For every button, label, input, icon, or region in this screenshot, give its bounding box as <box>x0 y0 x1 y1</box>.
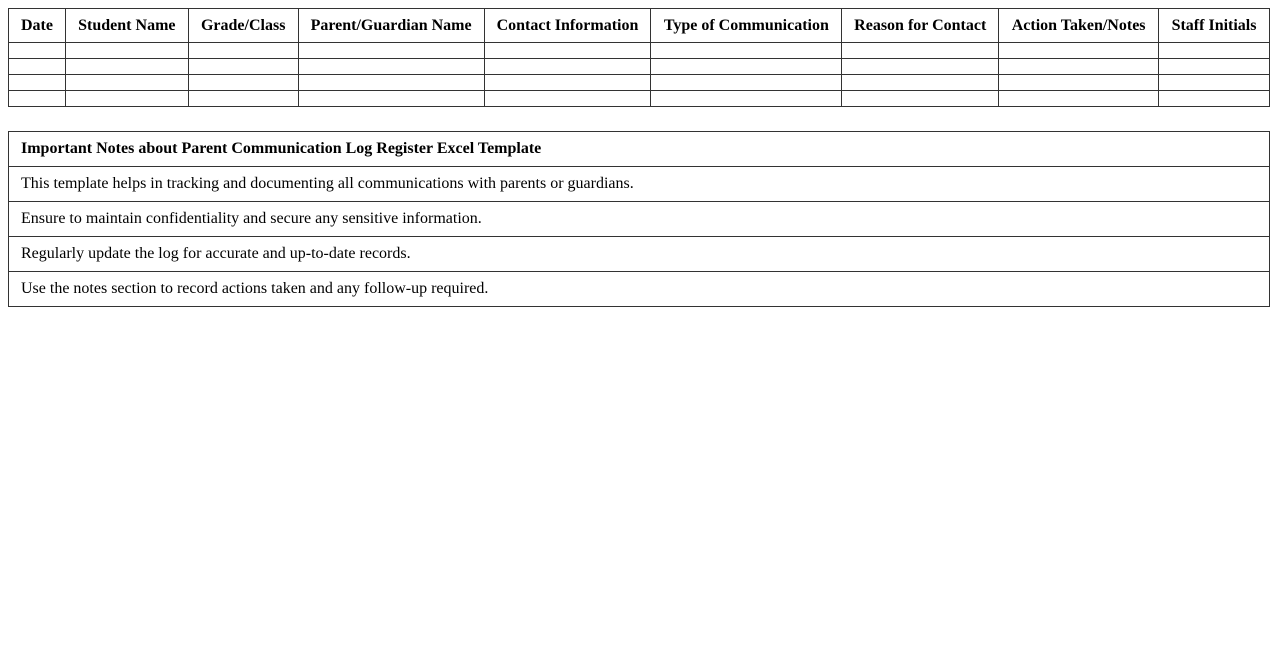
table-row <box>9 43 1270 59</box>
table-cell[interactable] <box>484 43 651 59</box>
table-cell[interactable] <box>1159 91 1270 107</box>
table-row <box>9 91 1270 107</box>
note-text: Use the notes section to record actions taken and any follow-up required. <box>9 272 1270 307</box>
list-item <box>9 237 1270 272</box>
list-item <box>9 167 1270 202</box>
table-cell[interactable] <box>1159 75 1270 91</box>
table-cell[interactable] <box>651 91 842 107</box>
header-date: Date <box>9 9 66 43</box>
header-action-taken-notes: Action Taken/Notes <box>999 9 1159 43</box>
table-cell[interactable] <box>298 75 484 91</box>
table-cell[interactable] <box>65 43 188 59</box>
table-cell[interactable] <box>842 91 999 107</box>
table-header-row <box>9 9 1270 43</box>
header-type-of-communication: Type of Communication <box>651 9 842 43</box>
table-cell[interactable] <box>188 91 298 107</box>
table-cell[interactable] <box>842 43 999 59</box>
table-cell[interactable] <box>484 75 651 91</box>
table-cell[interactable] <box>65 91 188 107</box>
header-reason-for-contact: Reason for Contact <box>842 9 999 43</box>
table-cell[interactable] <box>9 43 66 59</box>
table-cell[interactable] <box>651 43 842 59</box>
table-cell[interactable] <box>9 91 66 107</box>
header-parent-guardian-name: Parent/Guardian Name <box>298 9 484 43</box>
page-content <box>8 8 1270 307</box>
table-cell[interactable] <box>188 59 298 75</box>
table-row <box>9 75 1270 91</box>
table-cell[interactable] <box>651 75 842 91</box>
table-cell[interactable] <box>999 75 1159 91</box>
table-cell[interactable] <box>9 59 66 75</box>
table-cell[interactable] <box>188 75 298 91</box>
notes-title-row <box>9 132 1270 167</box>
header-contact-information: Contact Information <box>484 9 651 43</box>
communication-log-table <box>8 8 1270 107</box>
table-cell[interactable] <box>484 91 651 107</box>
table-row <box>9 59 1270 75</box>
note-text: Ensure to maintain confidentiality and secure any sensitive information. <box>9 202 1270 237</box>
table-cell[interactable] <box>484 59 651 75</box>
table-cell[interactable] <box>65 59 188 75</box>
list-item <box>9 272 1270 307</box>
table-cell[interactable] <box>298 91 484 107</box>
table-cell[interactable] <box>842 59 999 75</box>
table-cell[interactable] <box>1159 43 1270 59</box>
list-item <box>9 202 1270 237</box>
header-grade-class: Grade/Class <box>188 9 298 43</box>
table-cell[interactable] <box>842 75 999 91</box>
table-cell[interactable] <box>999 59 1159 75</box>
table-cell[interactable] <box>298 43 484 59</box>
header-staff-initials: Staff Initials <box>1159 9 1270 43</box>
table-cell[interactable] <box>999 43 1159 59</box>
header-student-name: Student Name <box>65 9 188 43</box>
table-cell[interactable] <box>188 43 298 59</box>
note-text: Regularly update the log for accurate and up-to-date records. <box>9 237 1270 272</box>
table-cell[interactable] <box>298 59 484 75</box>
table-cell[interactable] <box>651 59 842 75</box>
important-notes-table <box>8 131 1270 307</box>
table-cell[interactable] <box>9 75 66 91</box>
notes-title: Important Notes about Parent Communication Log Register Excel Template <box>9 132 1270 167</box>
table-cell[interactable] <box>1159 59 1270 75</box>
note-text: This template helps in tracking and documenting all communications with parents or guardians. <box>9 167 1270 202</box>
table-cell[interactable] <box>65 75 188 91</box>
table-cell[interactable] <box>999 91 1159 107</box>
